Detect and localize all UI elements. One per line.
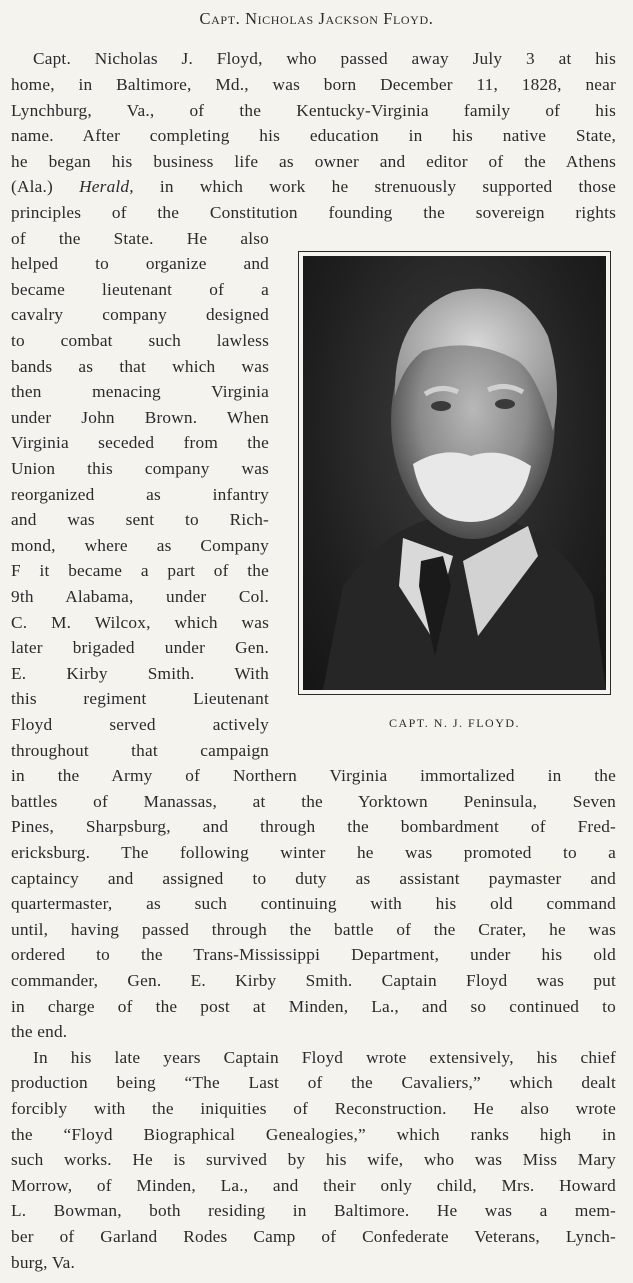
text-line: name. After completing his education in his native State, — [11, 126, 616, 145]
text-line: ericksburg. The following winter he was promoted to a — [11, 843, 616, 862]
text-line: mond, where as Company — [11, 536, 269, 555]
text-line: of the State. He also — [11, 229, 269, 248]
text-line: and was sent to Rich- — [11, 510, 269, 529]
text-line: F it became a part of the — [11, 561, 269, 580]
text-line: under John Brown. When — [11, 408, 269, 427]
text-line: forcibly with the iniquities of Reconstruction. He also wrote — [11, 1099, 616, 1118]
text-line: In his late years Captain Floyd wrote extensively, his chief — [33, 1048, 616, 1067]
text-line: ber of Garland Rodes Camp of Confederate Veterans, Lynch- — [11, 1227, 616, 1246]
text-line: home, in Baltimore, Md., was born December 11, 1828, near — [11, 75, 616, 94]
text-line: in charge of the post at Minden, La., and so continued to — [11, 997, 616, 1016]
text-line: C. M. Wilcox, which was — [11, 613, 269, 632]
text-line: burg, Va. — [11, 1253, 76, 1272]
text-line: commander, Gen. E. Kirby Smith. Captain Floyd was put — [11, 971, 616, 990]
text-line: E. Kirby Smith. With — [11, 664, 269, 683]
text-line: principles of the Constitution founding the sovereign rights — [11, 203, 616, 222]
text-line: this regiment Lieutenant — [11, 689, 269, 708]
text-line: quartermaster, as such continuing with his old command — [11, 894, 616, 913]
text-line: reorganized as infantry — [11, 485, 269, 504]
text-line: the “Floyd Biographical Genealogies,” which ranks high in — [11, 1125, 616, 1144]
text-line-herald — [11, 174, 616, 200]
text-line: Virginia seceded from the — [11, 433, 269, 452]
text-line: helped to organize and — [11, 254, 269, 273]
text-line: until, having passed through the battle of the Crater, he was — [11, 920, 616, 939]
text-line: he began his business life as owner and editor of the Athens — [11, 152, 616, 171]
text-line: Pines, Sharpsburg, and through the bombardment of Fred- — [11, 817, 616, 836]
text-line: to combat such lawless — [11, 331, 269, 350]
text-line: Union this company was — [11, 459, 269, 478]
text-line: such works. He is survived by his wife, who was Miss Mary — [11, 1150, 616, 1169]
photo-caption: CAPT. N. J. FLOYD. — [388, 716, 521, 730]
text-line: 9th Alabama, under Col. — [11, 587, 269, 606]
text-line: production being “The Last of the Cavaliers,” which dealt — [11, 1073, 616, 1092]
text-line: captaincy and assigned to duty as assistant paymaster and — [11, 869, 616, 888]
text-line: ordered to the Trans-Mississippi Department, under his old — [11, 945, 616, 964]
text-line: later brigaded under Gen. — [11, 638, 269, 657]
text-line: throughout that campaign — [11, 741, 269, 760]
text-line: Capt. Nicholas J. Floyd, who passed away July 3 at his — [33, 49, 616, 68]
portrait-photo-frame — [298, 251, 611, 695]
text-line: became lieutenant of a — [11, 280, 269, 299]
text-line: in the Army of Northern Virginia immortalized in the — [11, 766, 616, 785]
text-line: Morrow, of Minden, La., and their only child, Mrs. Howard — [11, 1176, 616, 1195]
text-line: L. Bowman, both residing in Baltimore. He was a mem- — [11, 1201, 616, 1220]
text-line: the end. — [11, 1022, 68, 1041]
text-line: cavalry company designed — [11, 305, 269, 324]
text-line: bands as that which was — [11, 357, 269, 376]
text-line: then menacing Virginia — [11, 382, 269, 401]
newspaper-name: Herald, — [79, 177, 134, 196]
text-line: battles of Manassas, at the Yorktown Peninsula, Seven — [11, 792, 616, 811]
text-line: Floyd served actively — [11, 715, 269, 734]
portrait-photo — [303, 256, 606, 690]
text-segment: in which work he strenuously supported those — [133, 177, 616, 196]
article-title: Capt. Nicholas Jackson Floyd. — [199, 9, 434, 28]
text-segment: (Ala.) — [11, 177, 80, 196]
portrait-image — [303, 256, 606, 690]
text-line: Lynchburg, Va., of the Kentucky-Virginia family of his — [11, 101, 616, 120]
